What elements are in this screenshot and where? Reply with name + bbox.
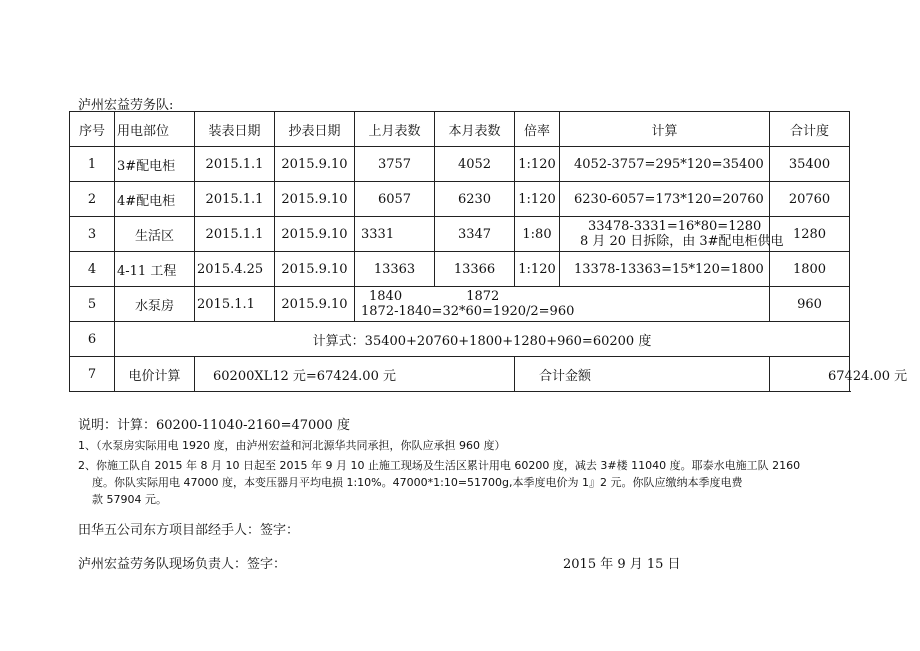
location-cell: 4-11 工程	[115, 252, 195, 287]
col-header: 用电部位	[115, 112, 195, 147]
row-number: 1	[70, 147, 115, 182]
read-date-cell: 2015.9.10	[275, 147, 355, 182]
leader-signature: 泸州宏益劳务队现场负责人：签字：	[78, 557, 287, 572]
ratio-cell: 1:120	[515, 252, 560, 287]
curr-reading: 1872	[466, 289, 500, 304]
note-1: 1、（水泵房实际用电 1920 度，由泸州宏益和河北源华共同承担，你队应承担 960 度）	[78, 439, 506, 452]
row-number: 7	[70, 357, 115, 392]
calc-formula: 1872-1840=32*60=1920/2=960	[361, 304, 575, 319]
curr-reading-cell: 13366	[435, 252, 515, 287]
table-row	[70, 182, 850, 217]
total-cell: 35400	[770, 147, 850, 182]
calc-cell: 13378-13363=15*120=1800	[560, 252, 770, 287]
col-header: 上月表数	[355, 112, 435, 147]
location-cell: 3#配电柜	[115, 147, 195, 182]
row-number: 5	[70, 287, 115, 322]
prev-reading: 1840	[369, 289, 403, 304]
row-number: 4	[70, 252, 115, 287]
electricity-bill-table	[69, 111, 908, 392]
readings-line	[361, 289, 769, 304]
location-cell: 生活区	[115, 217, 195, 252]
note-2-line-1: 2、你施工队自 2015 年 8 月 10 日起至 2015 年 9 月 10 止施工现场及生活区累计用电 60200 度，减去 3#楼 11040 度。耶泰水电施工队 2160	[78, 459, 801, 472]
read-date-cell: 2015.9.10	[275, 252, 355, 287]
table-row	[70, 252, 850, 287]
read-date-cell: 2015.9.10	[275, 182, 355, 217]
location-cell: 4#配电柜	[115, 182, 195, 217]
col-header: 合计度	[770, 112, 850, 147]
note-2-line-3: 款 57904 元。	[92, 493, 167, 506]
calc-cell: 4052-3757=295*120=35400	[560, 147, 770, 182]
price-calc: 60200XL12 元=67424.00 元	[195, 357, 515, 392]
total-cell: 1280	[770, 217, 850, 252]
prev-reading-cell: 3757	[355, 147, 435, 182]
calc-cell: 6230-6057=173*120=20760	[560, 182, 770, 217]
table-row	[70, 322, 850, 357]
table-row	[70, 147, 850, 182]
col-header: 本月表数	[435, 112, 515, 147]
total-cell: 1800	[770, 252, 850, 287]
table-header-row	[70, 112, 850, 147]
read-date-cell: 2015.9.10	[275, 287, 355, 322]
install-date-cell: 2015.1.1	[195, 182, 275, 217]
row-number: 2	[70, 182, 115, 217]
team-name: 泸州宏益劳务队:	[78, 98, 174, 113]
col-header: 抄表日期	[275, 112, 355, 147]
note-2-line-2: 度。你队实际用电 47000 度，本变压器月平均电损 1:10%。47000*1:10=51700g,本季度电价为 1』2 元。你队应缴纳本季度电费	[92, 476, 743, 489]
install-date-cell: 2015.1.1	[195, 287, 275, 322]
install-date-cell: 2015.4.25	[195, 252, 275, 287]
curr-reading-cell: 4052	[435, 147, 515, 182]
prev-reading-cell: 13363	[355, 252, 435, 287]
total-cell: 960	[770, 287, 850, 322]
col-header: 计算	[560, 112, 770, 147]
total-cell: 20760	[770, 182, 850, 217]
curr-reading-cell: 6230	[435, 182, 515, 217]
calc-note: 8 月 20 日拆除，由 3#配电柜供电	[580, 234, 784, 249]
curr-reading-cell: 3347	[435, 217, 515, 252]
table-row	[70, 357, 850, 392]
manager-signature: 田华五公司东方项目部经手人：签字：	[78, 523, 300, 538]
col-header: 序号	[70, 112, 115, 147]
price-label: 电价计算	[115, 357, 195, 392]
amount-label: 合计金额	[515, 357, 770, 392]
amount-value: 67424.00 元	[770, 357, 850, 392]
row-number: 6	[70, 322, 115, 357]
ratio-cell: 1:120	[515, 147, 560, 182]
table-row	[70, 287, 850, 322]
prev-reading-cell: 3331	[355, 217, 435, 252]
table-row	[70, 217, 850, 252]
ratio-cell: 1:80	[515, 217, 560, 252]
install-date-cell: 2015.1.1	[195, 147, 275, 182]
row-number: 3	[70, 217, 115, 252]
col-header: 倍率	[515, 112, 560, 147]
read-date-cell: 2015.9.10	[275, 217, 355, 252]
location-cell: 水泵房	[115, 287, 195, 322]
explanation: 说明：计算：60200-11040-2160=47000 度	[78, 418, 350, 433]
calc-cell	[560, 217, 784, 252]
col-header: 装表日期	[195, 112, 275, 147]
ratio-cell: 1:120	[515, 182, 560, 217]
calc-cell	[355, 287, 770, 322]
sign-date: 2015 年 9 月 15 日	[563, 557, 681, 572]
install-date-cell: 2015.1.1	[195, 217, 275, 252]
prev-reading-cell: 6057	[355, 182, 435, 217]
calc-line-1: 33478-3331=16*80=1280	[588, 219, 762, 234]
summary-formula: 计算式：35400+20760+1800+1280+960=60200 度	[115, 322, 850, 357]
